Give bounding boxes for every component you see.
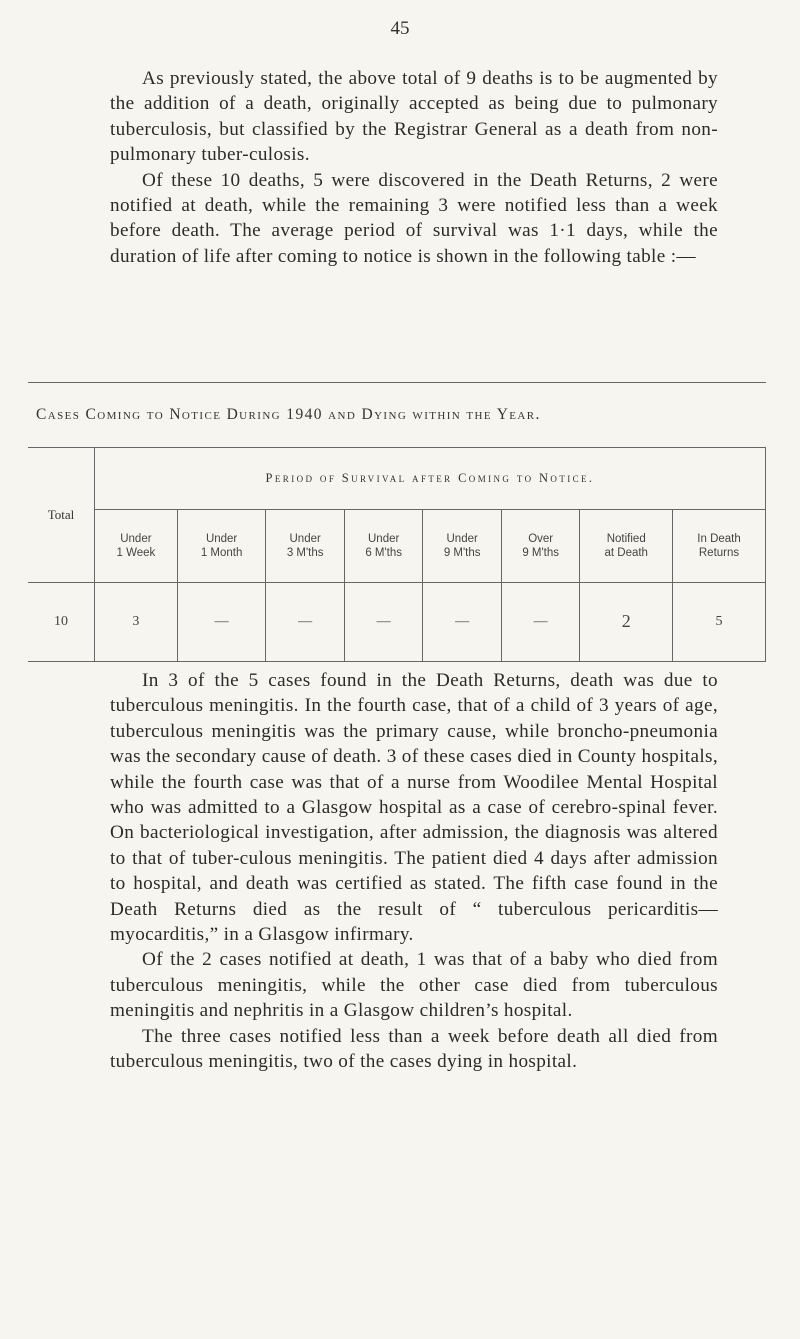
paragraph: In 3 of the 5 cases found in the Death Returns, death was due to tuberculous meningitis. In the fourth case, that of a child of 3 years of age, tuberculous meningitis was the primary cause, while broncho-pneumonia was the secondary cause of death. 3 of these cases died in County hospitals, while the fourth case was that of a nurse from Woodilee Mental Hospital who was admitted to a Glasgow hospital as a case of cerebro-spinal fever. On bacteriological investigation, after admission, the diagnosis was altered to that of tuber-culous meningitis. The patient died 4 days after admission to hospital, and death was certified as stated. The fifth case found in the Death Returns died as the result of “ tuberculous pericarditis—myocarditis,” in a Glasgow infirmary. (110, 670, 718, 946)
table-cell: — (501, 582, 580, 661)
table-cell: 2 (580, 582, 673, 661)
discussion-text (110, 668, 718, 1075)
table-cell: — (344, 582, 423, 661)
column-header: Notified at Death (580, 510, 673, 583)
table-cell: 5 (673, 582, 766, 661)
total-header: Total (28, 447, 95, 582)
table-caption: Cases Coming to Notice During 1940 and Dying within the Year. (28, 383, 766, 448)
column-header: In Death Returns (673, 510, 766, 583)
column-header: Under 6 M'ths (344, 510, 423, 583)
table-cell: — (266, 582, 345, 661)
table-cell: — (177, 582, 266, 661)
column-header: Under 3 M'ths (266, 510, 345, 583)
paragraph: Of the 2 cases notified at death, 1 was that of a baby who died from tuberculous meningitis, while the other case died from tuberculous meningitis and nephritis in a Glasgow children’s hospital. (110, 949, 718, 1022)
column-header: Under 9 M'ths (423, 510, 502, 583)
period-header: Period of Survival after Coming to Notice. (95, 447, 766, 510)
intro-text (110, 66, 718, 269)
column-header: Under 1 Week (95, 510, 178, 583)
paragraph: Of these 10 deaths, 5 were discovered in the Death Returns, 2 were notified at death, while the remaining 3 were notified less than a week before death. The average period of survival was 1·1 days, while the duration of life after coming to notice is shown in the following table :— (110, 169, 718, 267)
table-cell: — (423, 582, 502, 661)
paragraph: The three cases notified less than a week before death all died from tuberculous meningitis, two of the cases dying in hospital. (110, 1025, 718, 1073)
survival-table (28, 382, 766, 662)
table-cell: 3 (95, 582, 178, 661)
column-header: Under 1 Month (177, 510, 266, 583)
paragraph: As previously stated, the above total of 9 deaths is to be augmented by the addition of a death, originally accepted as being due to pulmonary tuberculosis, but classified by the Registrar General as a death from non-pulmonary tuber-culosis. (110, 68, 718, 166)
column-header: Over 9 M'ths (501, 510, 580, 583)
page-number: 45 (390, 18, 410, 39)
total-cell: 10 (28, 582, 95, 661)
